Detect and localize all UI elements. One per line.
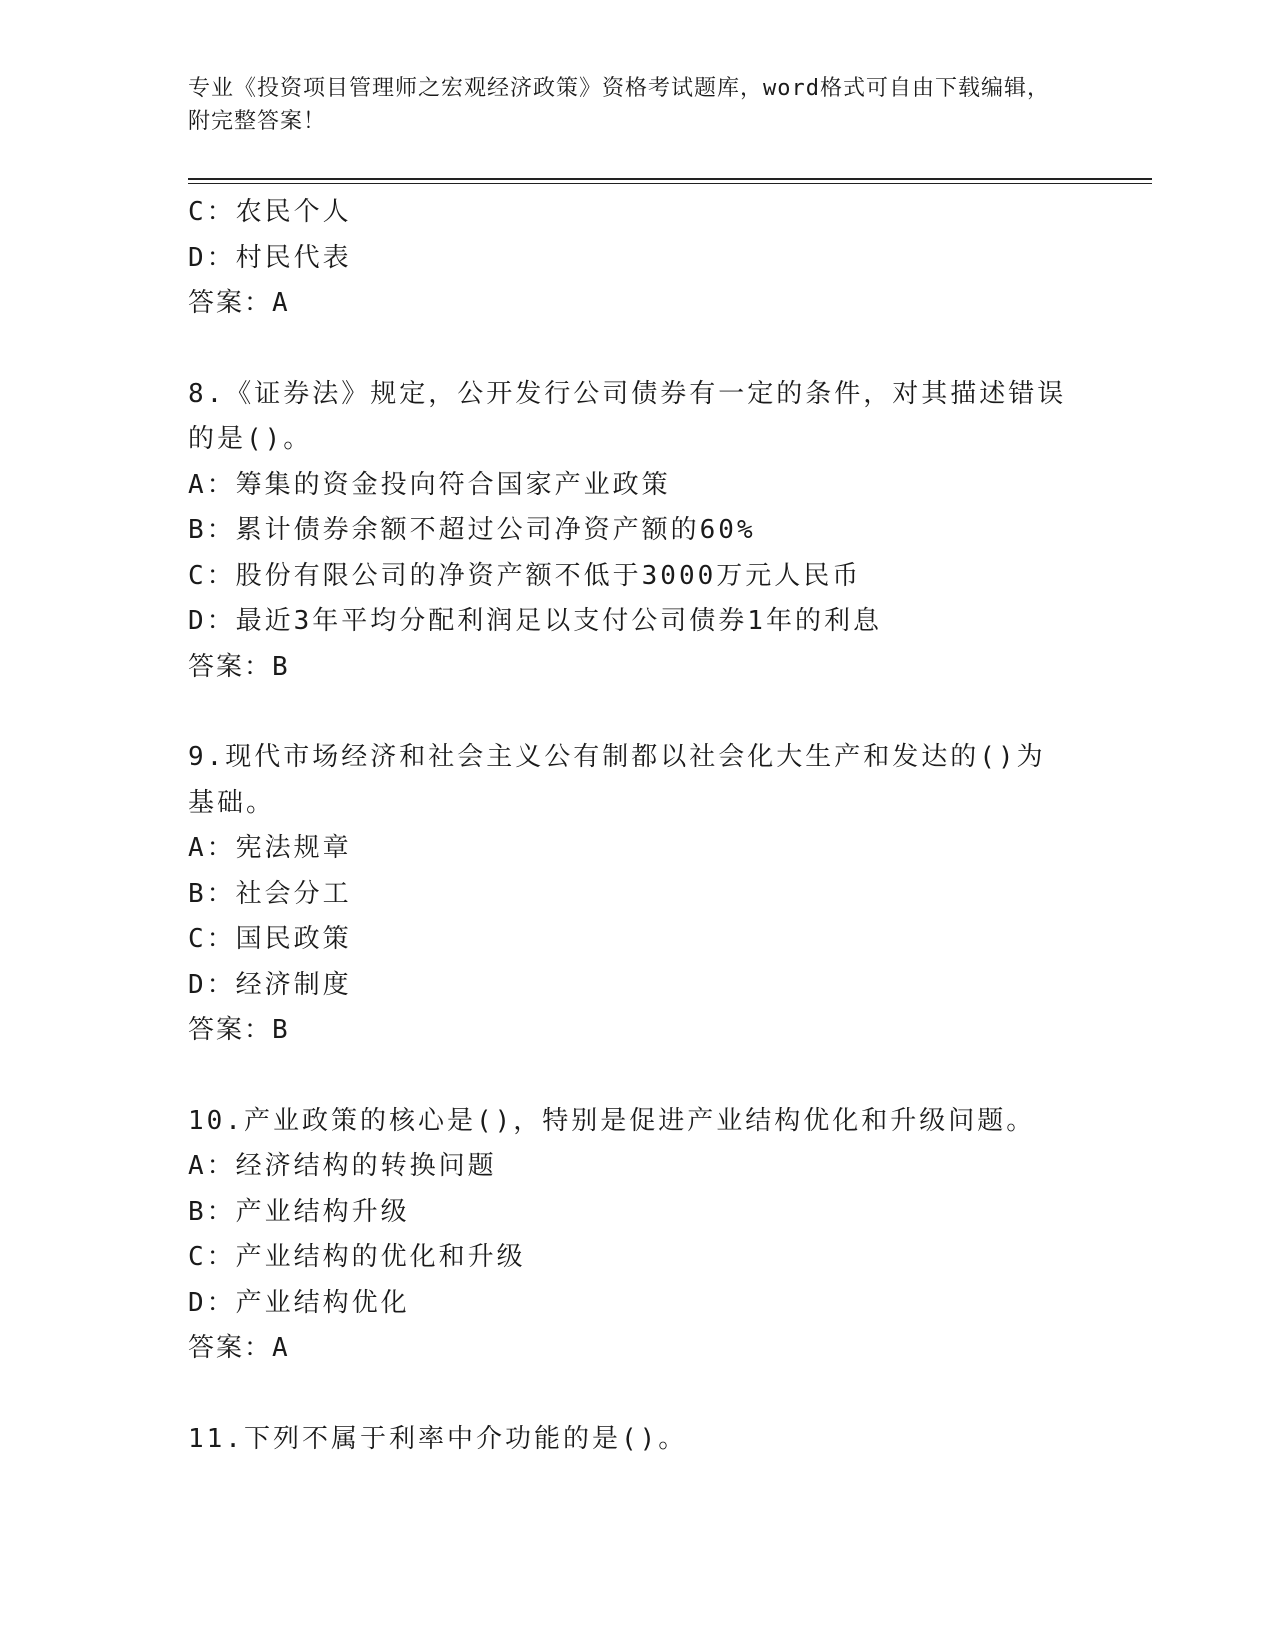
option-c: C：农民个人: [188, 197, 352, 227]
question-block: [188, 1099, 1068, 1372]
answer-value: A: [272, 1333, 289, 1363]
option-c: C：股份有限公司的净资产额不低于3000万元人民币: [188, 560, 862, 591]
question-text: 8.《证券法》规定，公开发行公司债券有一定的条件，对其描述错误的是()。: [188, 378, 1067, 454]
page-header-title: 专业《投资项目管理师之宏观经济政策》资格考试题库，word格式可自由下载编辑，附完整答案！: [188, 76, 1050, 134]
question-block: [188, 372, 1068, 691]
spacer: [188, 1054, 1068, 1099]
answer-value: A: [272, 288, 289, 318]
question-block: [188, 1417, 1068, 1463]
answer-label: 答案：: [188, 651, 273, 682]
answer-line: [188, 1326, 1068, 1372]
answer-line: [188, 1008, 1068, 1054]
answer-line: [188, 281, 1068, 327]
option-d: D：村民代表: [188, 242, 352, 273]
spacer: [188, 1372, 1068, 1417]
option-d: D：经济制度: [188, 969, 352, 1000]
answer-label: 答案：: [188, 1015, 273, 1045]
option-a: A：经济结构的转换问题: [188, 1151, 497, 1181]
question-block: [188, 190, 1068, 327]
answer-value: B: [272, 651, 289, 682]
spacer: [188, 690, 1068, 735]
question-text: 9.现代市场经济和社会主义公有制都以社会化大生产和发达的()为基础。: [188, 742, 1046, 818]
question-text: 10.产业政策的核心是()，特别是促进产业结构优化和升级问题。: [188, 1105, 1036, 1136]
option-b: B：累计债券余额不超过公司净资产额的60%: [188, 515, 756, 545]
question-text: 11.下列不属于利率中介功能的是()。: [188, 1423, 688, 1454]
question-block: [188, 735, 1068, 1054]
answer-label: 答案：: [188, 288, 273, 318]
header-divider: [188, 178, 1152, 184]
option-c: C：产业结构的优化和升级: [188, 1242, 526, 1272]
option-b: B：社会分工: [188, 878, 352, 909]
option-a: A：宪法规章: [188, 833, 352, 863]
answer-value: B: [272, 1015, 289, 1045]
spacer: [188, 327, 1068, 372]
option-d: D：最近3年平均分配利润足以支付公司债券1年的利息: [188, 606, 882, 636]
question-list: [188, 190, 1068, 1462]
option-c: C：国民政策: [188, 924, 352, 954]
option-b: B：产业结构升级: [188, 1196, 410, 1227]
option-d: D：产业结构优化: [188, 1287, 410, 1318]
option-a: A：筹集的资金投向符合国家产业政策: [188, 469, 671, 500]
answer-label: 答案：: [188, 1333, 273, 1363]
answer-line: [188, 645, 1068, 691]
